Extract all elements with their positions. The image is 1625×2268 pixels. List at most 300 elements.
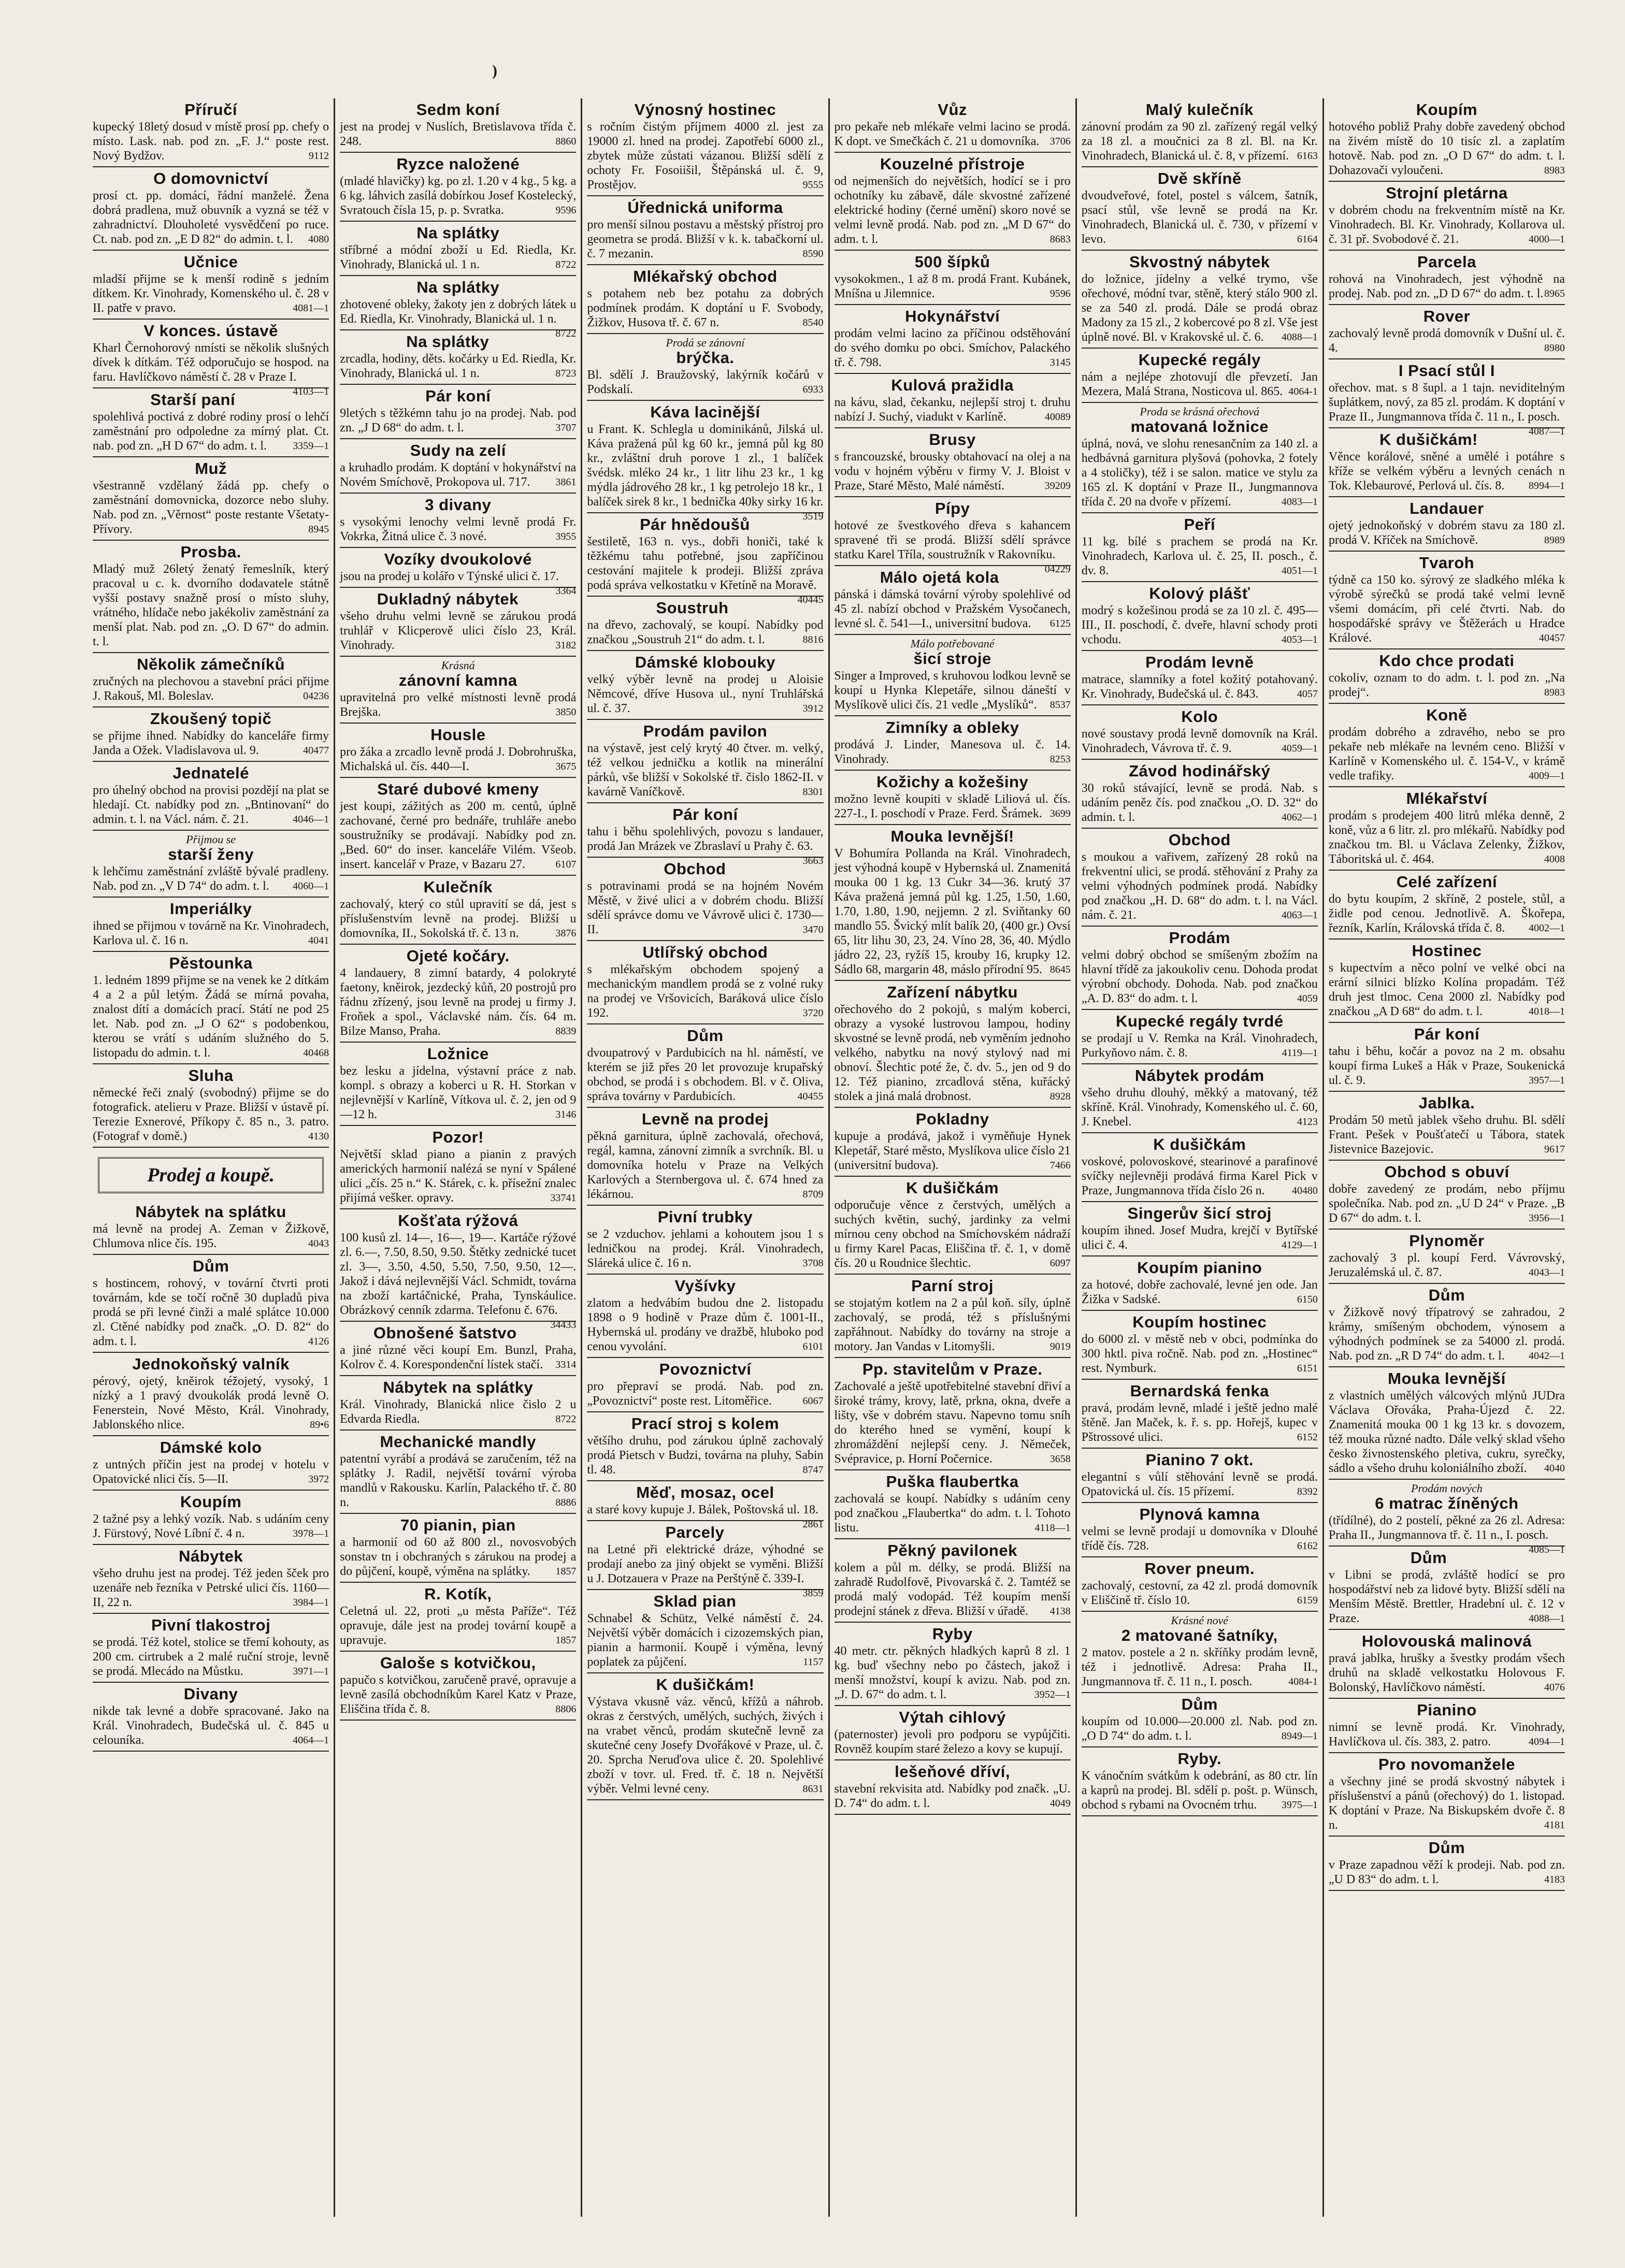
ad-title: 500 šípků	[914, 253, 990, 271]
ad-text: (třídílné), do 2 postelí, pěkné za 26 zl. Adresa: Praha II., Jungmannova tř. č. 11 n., I. posch.	[1328, 1514, 1565, 1542]
classified-ad	[1082, 1256, 1318, 1311]
ad-text: Největší sklad piano a pianin z pravých amerických harmonií nalézá se nyní v Spálené ulici „čís. 25 n.“ K. Stárek, c. k. přísežní znalec přijímá vešker. opravy.	[340, 1148, 577, 1205]
ad-number: 8806	[555, 1703, 577, 1715]
ad-number: 3182	[555, 640, 577, 651]
ad-title: Ryby.	[1177, 1750, 1222, 1768]
ad-title: Koupím pianino	[1137, 1259, 1262, 1277]
ad-title: Kulečník	[423, 878, 493, 896]
ad-title: Sedm koní	[416, 100, 500, 119]
classified-ad	[587, 803, 824, 866]
ad-number: 8253	[1049, 754, 1071, 765]
ad-number: 4008	[1544, 854, 1565, 865]
ad-number: 8747	[802, 1464, 824, 1476]
ad-text: šestiletě, 163 n. vys., dobři honiči, také k těžkému tahu potřebné, jsou zapříčinou cestování majitele k prodeji. Bližší zpráva podá správa velkostatku v Křetíně na Moravě.	[587, 535, 824, 592]
classified-ad	[835, 1706, 1071, 1760]
classified-ad	[1082, 1747, 1318, 1816]
classified-ad	[1082, 829, 1318, 927]
ad-text: zručných na plechovou a stavební práci přijme J. Rakouš, Ml. Boleslav.	[93, 675, 329, 703]
ad-title: Strojní pletárna	[1386, 184, 1508, 202]
classified-ad	[1329, 1092, 1565, 1161]
ad-text: hotové ze švestkového dřeva s kahancem spravené tři se prodá. Bližší sdělí správce statku Karel Tříla, soustružník v Rakovníku.	[834, 519, 1071, 561]
ad-text: na Letné při elektrické dráze, výhodné se prodají anebo za jiný objekt se vyměni. Bližší u J. Dotzauera v Praze na Perštýně č. 339-I.	[587, 1543, 824, 1585]
ad-number: 33741	[550, 1192, 577, 1204]
classified-ad	[587, 651, 823, 720]
ad-title: Kupecké regály	[1138, 351, 1261, 369]
ad-title: Měď, mosaz, ocel	[636, 1483, 774, 1501]
ad-text: od nejmenších do největších, hodící se i pro ochotníky ku zábavě, dále skvostné zařízené elektrické hodiny (černé umění) skoro nové se velmi levně prodá. Nab. pod zn. „M D 67“ do adm. t. l.	[834, 175, 1071, 246]
ad-number: 40089	[1044, 411, 1071, 423]
ad-number: 9555	[802, 179, 824, 191]
ad-title: Málo ojetá kola	[880, 568, 999, 586]
ad-title: šicí stroje	[913, 649, 991, 668]
ad-text: s mlékařským obchodem spojený a mechanickým mandlem prodá se z volné ruky na prodej ve Vršovicích, Baráková ulice číslo 192.	[587, 963, 824, 1020]
ad-text: německé řeči znalý (svobodný) přijme se do fotografick. atelieru v Praze. Bližší v ústavě pí. Terezie Exnerové, Příkopy č. 85 n., 3. patro. (Fotograf v domě.)	[93, 1086, 329, 1143]
ad-text: rohová na Vinohradech, jest výhodně na prodej. Nab. pod zn. „D D 67“ do adm. t. l.	[1328, 272, 1565, 300]
ad-text: 100 kusů zl. 14—, 16—, 19—. Kartáče rýžové zl. 6.—, 7.50, 8.50, 9.50. Štětky zednické tucet zl. 3—, 3.50, 4.50, 5.50, 7.50, 9.50, 12—. Jakož i dává nejlevnější Václ. Schmidt, továrna na zboží kartáčnické, Praha, Tynskáulice. Obrázkový cenník zdarma. Telefonu č. 676.	[340, 1231, 577, 1317]
ad-number: 3675	[555, 761, 577, 772]
ad-number: 6159	[1297, 1595, 1318, 1606]
ad-title: Ojeté kočáry.	[406, 947, 510, 965]
ad-number: 2861	[802, 1519, 824, 1530]
ad-title: Pp. stavitelům v Praze.	[862, 1360, 1043, 1378]
classified-ad	[1082, 1380, 1318, 1449]
ad-title: Parcela	[1417, 253, 1476, 271]
ad-title: Levně na prodej	[641, 1110, 769, 1128]
classified-ad	[93, 98, 329, 167]
ad-title: Učnice	[183, 253, 238, 271]
ad-number: 9617	[1544, 1144, 1565, 1155]
ad-number: 6150	[1297, 1294, 1318, 1305]
ad-number: 6163	[1297, 150, 1318, 162]
classified-ad	[1329, 1699, 1565, 1753]
ad-number: 4063—1	[1281, 909, 1318, 921]
classified-ad	[340, 330, 576, 385]
ad-number: 9112	[308, 150, 329, 162]
ad-number: 3470	[802, 924, 824, 935]
ad-text: zrcadla, hodiny, děts. kočárky u Ed. Riedla, Kr. Vinohrady, Blanická ul. 1 n.	[340, 352, 577, 380]
ad-text: se stojatým kotlem na 2 a půl koň. síly, úplně zachovalý, se prodá, též s příslušnými zapřáhnout. Nabídky do továrny na stroje a motory. Jan Vandas v Litomyšli.	[834, 1296, 1071, 1353]
ad-title: Divany	[183, 1685, 238, 1703]
ad-text: K vánočním svátkům k odebrání, as 80 ctr. lín a kaprů na prodej. Bl. sdělí p. pošt. p. Wünsch, obchod s rybami na Ovocném trhu.	[1081, 1769, 1318, 1812]
ad-text: prodává J. Linder, Manesova ul. č. 14. Vinohrady.	[834, 738, 1071, 766]
ad-title: O domovnictví	[153, 169, 268, 187]
ad-title: Nábytek na splátky	[383, 1378, 534, 1396]
ad-title: zánovní kamna	[398, 671, 517, 689]
ad-text: všeho druhu velmi levně se zárukou prodá truhlář v Klicperově ulici číslo 23, Král. Vinohrady.	[340, 610, 577, 652]
ad-text: koupím ihned. Josef Mudra, krejčí v Bytířské ulici č. 4.	[1081, 1224, 1318, 1252]
ad-title: K dušičkám!	[1379, 430, 1478, 449]
classified-ad	[1082, 760, 1318, 829]
ad-title: Ložnice	[427, 1045, 489, 1063]
ad-title: I Psací stůl I	[1398, 362, 1495, 380]
classified-ad	[587, 1206, 823, 1275]
ad-text: dobře zavedený ze prodám, nebo příjmu společníka. Nab. pod zn. „U D 24“ v Praze. „B D 67“ do adm. t. l.	[1328, 1182, 1565, 1225]
ad-number: 40455	[797, 1091, 824, 1102]
ad-number: 6162	[1297, 1540, 1318, 1552]
ad-text: pro menší silnou postavu a městský přístroj pro geometra se prodá. Bližší v k. k. tabačkorní ul. č. 7 mezanin.	[587, 218, 824, 261]
classified-ad	[340, 657, 576, 724]
classified-ad	[1082, 1449, 1318, 1503]
ad-text: pravá, prodám levně, mladé i ještě jedno malé štěně. Jan Maček, k. ř. s. pp. Hořejš, kupec v Pštrossové ulici.	[1081, 1402, 1318, 1444]
classified-ad	[587, 1024, 823, 1108]
ad-number: 3364	[555, 585, 577, 597]
ad-number: 4138	[1049, 1606, 1071, 1617]
ad-text: Kharl Černohorový nmísti se několik slušných dívek k dítkám. Též odporučujo se hospod. na faru. Havlíčkovo náměstí č. 28 v Praze I.	[93, 341, 329, 384]
ad-title: Zimníky a obleky	[885, 718, 1019, 736]
ad-title: Mechanické mandly	[380, 1433, 536, 1451]
ad-title: K dušičkám	[1153, 1135, 1246, 1153]
ad-text: úplná, nová, ve slohu renesančním za 140 zl. a hedbávná garnitura plyšová (pohovka, 2 fotely a 4 stoličky), též i se salon. matice ve stylu za 165 zl. K doptání v Praze II., Jungmannova třída č. 20 na dvoře v přízemí.	[1081, 437, 1318, 509]
classified-ad	[1329, 552, 1565, 649]
classified-ad	[1082, 651, 1318, 705]
ad-title: 70 pianin, pian	[400, 1516, 516, 1534]
ad-number: 8683	[1049, 234, 1071, 245]
classified-ad	[1082, 582, 1318, 651]
classified-ad	[340, 588, 576, 657]
ad-number: 4064—1	[293, 1735, 329, 1746]
ad-text: jsou na prodej u kolářo v Týnské ulici č. 17.	[340, 570, 559, 583]
classified-ad	[340, 276, 577, 339]
column-1	[88, 98, 334, 2217]
ad-number: 4060—1	[293, 880, 329, 892]
classified-ad	[835, 825, 1071, 981]
ad-number: 4064-1	[1288, 386, 1318, 397]
ad-title: Puška flaubertka	[886, 1472, 1019, 1491]
ad-number: 4126	[308, 1336, 329, 1347]
ad-number: 3314	[555, 1359, 577, 1370]
ad-number: 4049	[1049, 1798, 1071, 1809]
ad-title: Vůz	[938, 100, 967, 119]
ad-title: Zařízení nábytku	[887, 983, 1018, 1001]
ad-title: 6 matrac žíněných	[1375, 1494, 1519, 1512]
ad-text: s potahem neb bez potahu za dobrých podmínek prodám. K doptání u F. Svobody, Žižkov, Husova tř. č. 67 n.	[587, 287, 824, 329]
ad-title: Prací stroj s kolem	[631, 1414, 780, 1433]
ad-text: se prodá. Též kotel, stolice se třemí kohouty, as 200 cm. cirtrubek a 2 malé ruční stroje, levně se prodá. Mlecádo na Můstku.	[93, 1636, 329, 1678]
ad-number: 3978—1	[293, 1528, 329, 1539]
ad-title: Vozíky dvoukolové	[384, 550, 532, 568]
classified-ad	[835, 374, 1071, 428]
ad-number: 3708	[802, 1258, 824, 1269]
ad-text: týdně ca 150 ko. sýrový ze sladkého mléka k výrobě sýrečků se prodá také velmi levně všemi domácím, při celé čtvrti. Nab. do hospodářské správy ve Štěžerách u Hradce Králové.	[1328, 573, 1565, 645]
ad-number: 8392	[1297, 1486, 1318, 1497]
classified-ad	[340, 1652, 576, 1721]
ad-title: Pivní tlakostroj	[151, 1616, 271, 1634]
ad-title: K dušičkám!	[656, 1675, 755, 1694]
ad-number: 3952—1	[1034, 1689, 1071, 1700]
ad-title: Na splátky	[416, 278, 500, 296]
ad-title: Pianino	[1417, 1701, 1477, 1719]
ad-title: Úřednická uniforma	[627, 198, 783, 216]
classified-ad	[340, 1583, 576, 1652]
ad-number: 3956—1	[1529, 1212, 1565, 1224]
classified-ad	[93, 653, 329, 707]
ad-number: 34433	[550, 1319, 577, 1331]
ad-title: Tvaroh	[1419, 554, 1475, 572]
ad-text: pravá jablka, hrušky a švestky prodám všech druhů na skladě velkostatku Holovous F. Bolonský, Havlíčkovo náměstí.	[1328, 1652, 1565, 1694]
ad-number: 8989	[1544, 535, 1565, 546]
ad-text: velmi se levně prodají u domovníka v Dlouhé třídě čís. 728.	[1081, 1525, 1318, 1553]
ad-title: Dukladný nábytek	[377, 590, 519, 608]
classified-ad	[1082, 1557, 1318, 1612]
ad-number: 9596	[555, 205, 577, 216]
ad-number: 4183	[1544, 1874, 1565, 1885]
ad-text: Schnabel & Schütz, Velké náměstí č. 24. Největší výběr domácích i cizozemských pian, pianin a harmonií. Koupě i výměna, levný poplatek za půjčení.	[587, 1612, 824, 1669]
classified-ad	[93, 831, 329, 898]
ad-number: 1157	[803, 1656, 824, 1668]
ad-text: zachovalý levně prodá domovník v Dušní ul. č. 4.	[1328, 327, 1565, 355]
ad-number: 8301	[802, 786, 824, 798]
ad-text: zhotovené obleky, žakoty jen z dobrých látek u Ed. Riedla, Kr. Vinohrady, Blanická ul. 1 n.	[340, 298, 577, 326]
ad-title: Dům	[192, 1257, 229, 1275]
ad-title: Pár koní	[425, 387, 491, 405]
ad-text: mladší přijme se k menší rodině s jedním dítkem. Kr. Vinohrady, Komenského ul. č. 28 v II. patře v pravo.	[93, 272, 329, 315]
ad-number: 8631	[802, 1783, 824, 1795]
ad-title: Galoše s kotvičkou,	[380, 1654, 536, 1672]
classified-ad	[835, 305, 1071, 374]
ad-title: Kupecké regály tvrdé	[1115, 1012, 1284, 1030]
classified-ad	[340, 1126, 576, 1209]
classified-ad	[835, 1539, 1071, 1623]
classified-ad	[1329, 787, 1565, 871]
ad-title: Dům	[1410, 1549, 1447, 1567]
classified-ad	[1082, 1133, 1318, 1202]
ad-title: Pro novomanžele	[1378, 1755, 1516, 1773]
classified-ad	[587, 265, 823, 334]
ad-text: pro úhelný obchod na provisi pozdějí na plat se hledají. Ct. nabídky pod zn. „Bntinovaní“ do admin. t. l. na Václ. nám. č. 21.	[93, 784, 329, 826]
ad-title: Výnosný hostinec	[634, 100, 776, 119]
classified-ad	[93, 541, 329, 653]
ad-number: 8928	[1049, 1091, 1071, 1102]
ad-title: Kolový plášť	[1149, 584, 1250, 602]
ad-number: 8949—1	[1281, 1730, 1318, 1742]
ad-number: 39209	[1044, 480, 1071, 492]
ad-title: Plynoměr	[1409, 1232, 1485, 1250]
ad-title: Mouka levnější!	[890, 827, 1014, 845]
ad-text: modrý s kožešinou prodá se za 10 zl. č. 495—III., II. poschodí, č. dveře, hlavní schody proti vchodu.	[1081, 604, 1318, 646]
ad-number: 4046—1	[293, 814, 329, 825]
ad-text: voskové, polovoskové, stearinové a parafinové svíčky nejlevněji prodává firma Karel Pick v Praze, Jungmannova třída číslo 26 n.	[1081, 1155, 1318, 1197]
classified-ad	[587, 720, 823, 803]
ad-text: velmi dobrý obchod se smíšeným zbožím na hlavní třídě za jakoukoliv cenu. Dohoda prodat výrobní obchody. Dohoda. Nab. pod značkou „A. D. 83“ do adm. t. l.	[1081, 948, 1318, 1005]
classified-ad	[93, 1353, 329, 1436]
ad-text: stavební rekvisita atd. Nabídky pod značk. „U. D. 74“ do adm. t. l.	[834, 1782, 1071, 1810]
ad-number: 4042—1	[1529, 1350, 1565, 1362]
ad-title: Košťata rýžová	[398, 1211, 519, 1230]
ad-title: Rover pneum.	[1144, 1559, 1255, 1578]
ad-number: 8886	[555, 1497, 577, 1508]
ad-text: tahu i běhu spolehlivých, povozu s landauer, prodá Jan Mrázek ve Zbraslaví u Prahy č. 63.	[587, 825, 824, 853]
ad-title: Káva lacinější	[650, 403, 760, 421]
classified-ad	[93, 762, 329, 831]
ad-number: 6151	[1297, 1363, 1318, 1374]
ad-number: 40468	[303, 1047, 329, 1059]
ad-text: ořechového do 2 pokojů, s malým koberci, obrazy a vysoké lustrovou lampou, hodiny skvostné se levně prodá, neb vyměním jednoho velkého, nabytku na nový stylový nad mi obnoví. Šlechtic poté že, č. dv. 5., jen od 9 do 12. Též pianino, zrcadlová stěna, kuřácký stolek a jiná malá drobnost.	[834, 1003, 1071, 1103]
ad-pretitle: Málo potřebované	[910, 637, 995, 650]
classified-ad	[835, 771, 1071, 825]
ad-title: Několik zámečníků	[137, 655, 285, 673]
classified-ad	[1329, 871, 1565, 940]
classified-ad	[93, 1255, 329, 1353]
classified-ad	[340, 494, 576, 548]
ad-number: 3876	[555, 928, 577, 939]
ad-text: 4 landauery, 8 zimní batardy, 4 polokryté faetony, kněirok, jezdecký kůň, 20 postrojů pro řádnu zřízený, jsou levně na prodej u firmy J. Froňek a spol., Václavské nám. čís. 64 m. Bilze Manso, Praha.	[340, 966, 577, 1038]
ad-number: 4081—1	[293, 302, 329, 314]
ad-number: 4051—1	[1281, 565, 1318, 576]
ad-text: upravitelná pro velké místnosti levně prodá Brejška.	[340, 691, 577, 719]
classified-ad	[340, 439, 576, 494]
classified-ad	[1329, 704, 1565, 787]
ad-number: 8945	[308, 524, 329, 535]
ad-number: 4062—1	[1281, 812, 1318, 823]
classified-ad	[340, 385, 576, 439]
classified-ad	[835, 566, 1071, 635]
classified-ad	[1329, 649, 1565, 704]
classified-ad	[835, 428, 1071, 497]
ad-text: Bl. sdělí J. Braužovský, lakýrník kočárů v Podskalí.	[587, 368, 824, 396]
classified-ad	[1329, 182, 1565, 251]
ad-number: 4002—1	[1529, 922, 1565, 934]
ad-title: Příručí	[184, 100, 237, 119]
ad-number: 4040	[1544, 1463, 1565, 1474]
ad-text: V Bohumíra Pollanda na Král. Vinohradech, jest výhodná koupě v Hybernská ul. Znamenitá mouka 00 1 kg. 13 Cukr 34—36. krutý 37 Káva pražená jemná půl kg. 1.25, 1.50, 1.60, 1.70, 1.80, 1.90, nejjemn. 2 zl. Sviňtanky 60 mandlo 55. Švický mlít balík 20, (400 gr.) Ovsí 65, litr lihu 30, 23, 24. Víno 28, 36, 40. Mýdlo jádro 22, 23, ryžíš 15, krouby 16, krupky 12. Sádlo 68, margarin 48, máslo přírodní 95.	[834, 847, 1071, 976]
classified-ad	[93, 167, 329, 251]
ad-title: R. Kotík,	[424, 1585, 492, 1603]
classified-ad	[587, 513, 824, 605]
ad-number: 9596	[1049, 288, 1071, 299]
classified-ad	[340, 945, 576, 1043]
ad-pretitle: Krásná	[441, 659, 475, 672]
classified-ad	[834, 497, 1071, 575]
ad-text: zachovalý, který co stůl upravití se dá, jest s příslušenstvím levně na prodej. Bližší u domovníka, II., Sokolská tř. č. 13 n.	[340, 898, 577, 940]
ad-title: Mouka levnější	[1388, 1369, 1506, 1388]
classified-ad	[340, 1209, 577, 1331]
ad-title: Hokynářství	[905, 307, 1000, 325]
ad-number: 8723	[555, 368, 577, 379]
ad-title: Peří	[1184, 515, 1216, 533]
ad-title: 2 matované šatníky,	[1121, 1626, 1278, 1644]
ad-number: 3706	[1049, 136, 1071, 147]
ad-number: 3707	[555, 422, 577, 434]
ad-title: Kulová pražidla	[891, 376, 1014, 394]
ad-title: K dušičkám	[906, 1179, 999, 1197]
ad-text: pěkná garnitura, úplně zachovalá, ořechová, regál, kamna, zánovní zimník a svrchník. Bl. u domovníka hotelu v Praze na Velkých Karlových a Sternbergova ul. č. 674 hned za lékárnou.	[587, 1130, 824, 1201]
ad-title: Mlékařství	[1406, 789, 1488, 807]
ad-number: 4084-1	[1288, 1676, 1318, 1687]
ad-title: Holovouská malinová	[1361, 1632, 1532, 1650]
ad-number: 8537	[1049, 699, 1071, 711]
ad-number: 89•6	[310, 1419, 329, 1431]
ad-title: Závod hodinářský	[1129, 762, 1271, 780]
classified-ad	[1082, 705, 1318, 760]
ad-title: Pěkný pavilonek	[887, 1541, 1017, 1559]
ad-title: Nábytek na splátku	[135, 1203, 286, 1221]
ad-title: Pokladny	[915, 1110, 989, 1128]
ad-text: 1. ledném 1899 přijme se na venek ke 2 dítkám 4 a 2 a půl letým. Žádá se mírná povaha, znalost dítí a domácích prací. Státí ne pod 25 let. Nab. pod zn. „J O 62“ s podobenkou, kterou se vrátí s udáním služného do 5. listopadu do admin. t. l.	[93, 974, 329, 1060]
classified-ad	[1329, 1161, 1565, 1230]
ad-text: bez lesku a jídelna, výstavní práce z nab. kompl. s obrazy a koberci u R. H. Storkan v nejlevnější v Karlíně, Vítkova ul. č. 2, jen od 9—12 h.	[340, 1064, 577, 1121]
classified-ad	[587, 1481, 824, 1530]
classified-ad	[1329, 98, 1565, 182]
classified-ad	[1082, 1693, 1318, 1747]
ad-number: 7466	[1049, 1160, 1071, 1171]
classified-ad	[340, 876, 576, 945]
ad-number: 4059—1	[1281, 743, 1318, 754]
ad-number: 8983	[1544, 687, 1565, 698]
ad-title: Dům	[1428, 1839, 1465, 1857]
ad-text: ihned se přijmou v továrně na Kr. Vinohradech, Karlova ul. č. 16 n.	[93, 919, 329, 947]
ad-text: Věnce korálové, sněné a umělé i potáhre s kříže se velkém výběru a levných cenách n Tok. Klebaurové, Perlová ul. čís. 8.	[1328, 450, 1565, 493]
ad-text: s moukou a vařivem, zařízený 28 roků na frekventní ulici, se prodá. stěhování z Prahy za velmi výhodných podmínek prodá. Nabídky pod značkou „H. D. 68“ do adm. t. l. na Václ. nám. č. 21.	[1081, 850, 1318, 922]
ad-number: 3955	[555, 531, 577, 542]
ad-text: nové soustavy prodá levně domovník na Král. Vinohradech, Vávrova tř. č. 9.	[1081, 727, 1318, 755]
classified-ad	[1082, 1010, 1318, 1064]
ad-text: v dobrém chodu na frekventním místě na Kr. Vinohradech. Bl. Kr. Vinohrady, Kollarova ul. č. 31 př. Svobodové č. 21.	[1328, 204, 1565, 246]
ad-number: 8994—1	[1529, 480, 1565, 492]
ad-title: Koupím	[180, 1493, 242, 1511]
ad-title: Ryzce naložené	[396, 155, 520, 173]
ad-title: Ryby	[932, 1625, 973, 1643]
ad-title: 3 divany	[425, 496, 492, 514]
ad-text: s potravinami prodá se na hojném Novém Městě, v živé ulici a v dobrém chodu. Bližší sdělí správce domu ve Vávrově ulici č. 1730—II.	[587, 879, 824, 936]
ad-title: Staré dubové kmeny	[377, 780, 539, 798]
classified-ad	[93, 1614, 329, 1683]
ad-title: Dámské kolo	[160, 1438, 262, 1456]
ad-title: Kolo	[1181, 707, 1218, 726]
ad-text: do ložnice, jídelny a velké trymo, vše ořechové, módní tvar, stěně, který stálo 900 zl. se za 540 zl. prodá. Dále se prodá obraz Madony za 15 zl., 2 kobercové po 8 zl. Vše jest úplně nové. Bl. v Krakovské ul. č. 6.	[1081, 272, 1318, 344]
ad-number: 8590	[802, 248, 824, 259]
ad-title: Na splátky	[416, 224, 500, 242]
classified-ad	[340, 98, 576, 153]
classified-ad	[1082, 1064, 1318, 1133]
ad-text: cokoliv, oznam to do adm. t. l. pod zn. „Na prodej“.	[1328, 671, 1565, 699]
ad-text: dvoupatrový v Pardubicích na hl. náměstí, ve kterém se již přes 20 let provozuje krupařský obchod, se prodá i s obchodem. Bl. v č. Oliva, správa továrny v Pardubicích.	[587, 1046, 824, 1103]
ad-number: 3658	[1049, 1453, 1071, 1465]
ad-text: prosí ct. pp. domácí, řádní manželé. Žena dobrá pradlena, muž obuvník a vyzná se též v zahradnictví. Dlouholeté vysvědčení po ruce. Ct. nab. pod zn. „E D 82“ do admin. t. l.	[93, 189, 329, 246]
classified-ad	[1329, 1837, 1565, 1891]
classified-ad	[835, 716, 1071, 771]
classified-ad	[93, 1545, 329, 1614]
ad-title: Pianino 7 okt.	[1145, 1451, 1254, 1469]
ad-title: Koupím hostinec	[1132, 1313, 1267, 1331]
ad-text: tahu i běhu, kočár a povoz na 2 m. obsahu koupí firma Lukeš a Hák v Praze, Soukenická ul. č. 9.	[1328, 1045, 1565, 1087]
ad-text: zachovalá se koupí. Nabídky s udáním ceny pod značkou „Flaubertka“ do adm. t. l. Tohoto listu.	[834, 1492, 1071, 1535]
ad-text: odporučuje věnce z čerstvých, umělých a suchých květin, suchý, jardinky za velmi mírnou ceny obchod na Smíchovském nádraží u firmy Karel Pacas, Eliščina tř. č. 1, v domě čís. 20 u Roudnice šlechtic.	[834, 1198, 1071, 1270]
ad-text: v Praze zapadnou věží k prodeji. Nab. pod zn. „U D 83“ do adm. t. l.	[1328, 1858, 1565, 1886]
classified-ad	[340, 222, 576, 276]
ad-title: Pár koní	[1414, 1025, 1480, 1043]
ad-text: hotového pobliž Prahy dobře zavedený obchod na živém místě do 10 tisíc zl. a zaplatím hotově. Nab. pod zn. „O D 67“ do adm. t. l. Dohazovači vyloučeni.	[1328, 120, 1565, 177]
ad-number: 3663	[802, 855, 824, 866]
ad-title: starší ženy	[168, 845, 254, 863]
ad-text: patentní vyrábí a prodává se zaručením, též na splátky J. Radil, největší tovární výroba mandlů v Rakousku. Karlín, Palackého tř. č. 80 n.	[340, 1452, 577, 1509]
column-3	[581, 98, 828, 2217]
classified-ad	[1329, 1367, 1565, 1480]
ad-number: 40445	[797, 594, 824, 605]
ad-pretitle: Prodám nových	[1411, 1482, 1483, 1495]
ad-text: do bytu koupím, 2 skříně, 2 postele, stůl, a židle pod cenou. Jednotlivě. A. Škořepa, řezník, Karlín, Královská třída č. 8.	[1328, 892, 1565, 935]
classified-ad	[1329, 1230, 1565, 1284]
ad-title: brýčka.	[676, 349, 735, 367]
column-2	[334, 98, 581, 2217]
ad-number: 1857	[555, 1566, 577, 1577]
classified-ad	[835, 153, 1071, 251]
ad-text: 30 roků stávající, levně se prodá. Nab. s udáním peněz čís. pod značkou „O. D. 32“ do admin. t. l.	[1081, 782, 1318, 824]
classified-ad	[587, 1521, 824, 1599]
ad-text: s hostincem, rohový, v tovární čtvrti proti továrnám, kde se točí ročně 30 dupladů piva prodá se při levné činži a malé splátce 10.000 zl. Ctěné nabídky pod značk. „O. D. 82“ do adm. t. l.	[93, 1277, 329, 1348]
ad-title: Sudy na zelí	[410, 441, 506, 459]
ad-title: Starší paní	[150, 391, 236, 409]
ad-number: 3984—1	[293, 1597, 329, 1608]
